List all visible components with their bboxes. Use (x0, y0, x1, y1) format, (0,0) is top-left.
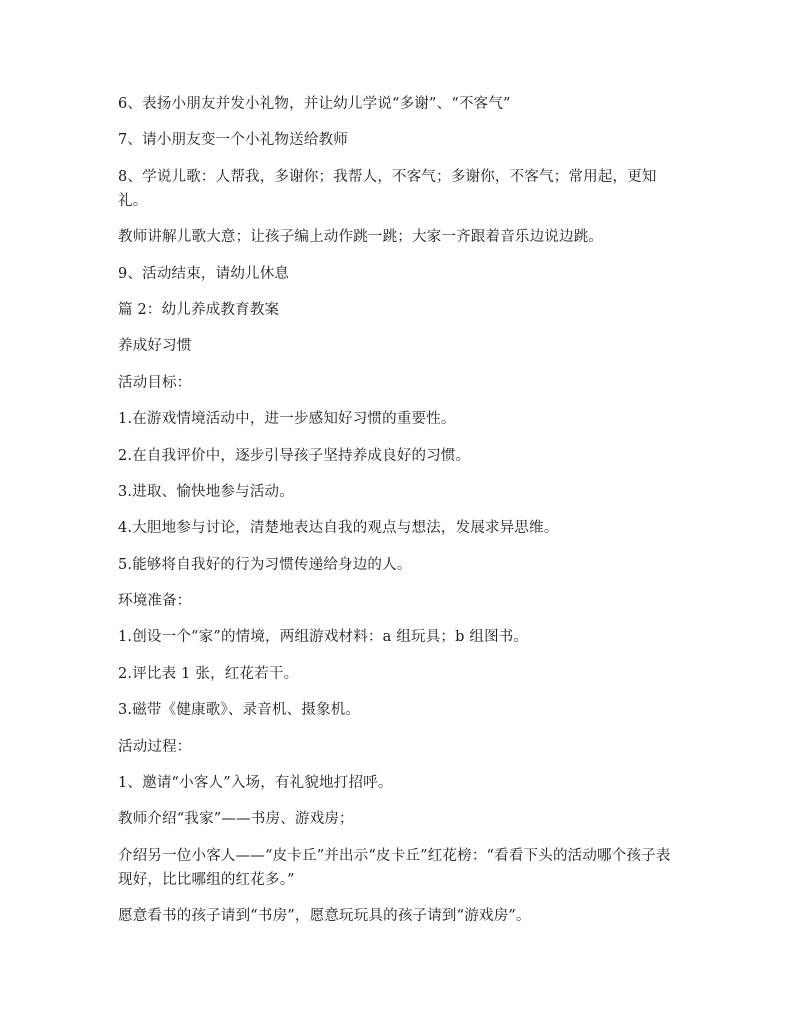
goals-heading: 活动目标： (118, 374, 192, 391)
goal-item-1: 1.在游戏情境活动中，进一步感知好习惯的重要性。 (118, 411, 456, 428)
preparation-item-2: 2.评比表 1 张，红花若干。 (118, 665, 299, 682)
preparation-heading: 环境准备： (118, 593, 192, 610)
document-body (118, 92, 683, 941)
paragraph-3: 8、学说儿歌：人帮我，多谢你；我帮人，不客气；多谢你，不客气；常用起，更知礼。 (118, 168, 657, 209)
preparation-item-1: 1.创设一个“家”的情境，两组游戏材料：a 组玩具；b 组图书。 (118, 629, 529, 646)
paragraph-5: 9、活动结束，请幼儿休息 (118, 265, 290, 282)
process-paragraph-3: 介绍另一位小客人——“皮卡丘”并出示“皮卡丘”红花榜：“看看下头的活动哪个孩子表现好，比比哪组的红花多。” (118, 847, 671, 888)
process-step-1: 1、邀请“小客人”入场，有礼貌地打招呼。 (118, 775, 393, 792)
goal-item-5: 5.能够将自我好的行为习惯传递给身边的人。 (118, 556, 412, 573)
lesson-title: 养成好习惯 (118, 338, 192, 355)
goal-item-4: 4.大胆地参与讨论，清楚地表达自我的观点与想法，发展求异思维。 (118, 520, 559, 537)
paragraph-1: 6、表扬小朋友并发小礼物，并让幼儿学说“多谢”、“不客气” (118, 96, 511, 112)
preparation-item-3: 3.磁带《健康歌》、录音机、摄象机。 (118, 702, 361, 719)
paragraph-4: 教师讲解儿歌大意；让孩子编上动作跳一跳；大家一齐跟着音乐边说边跳。 (118, 229, 604, 246)
section-title: 篇 2：幼儿养成教育教案 (118, 301, 280, 318)
process-paragraph-4: 愿意看书的孩子请到“书房”，愿意玩玩具的孩子请到“游戏房”。 (118, 908, 531, 925)
goal-item-3: 3.进取、愉快地参与活动。 (118, 483, 294, 500)
process-heading: 活动过程： (118, 738, 192, 755)
process-paragraph-2: 教师介绍“我家”——书房、游戏房； (118, 811, 354, 828)
goal-item-2: 2.在自我评价中，逐步引导孩子坚持养成良好的习惯。 (118, 447, 471, 464)
paragraph-2: 7、请小朋友变一个小礼物送给教师 (118, 132, 348, 149)
